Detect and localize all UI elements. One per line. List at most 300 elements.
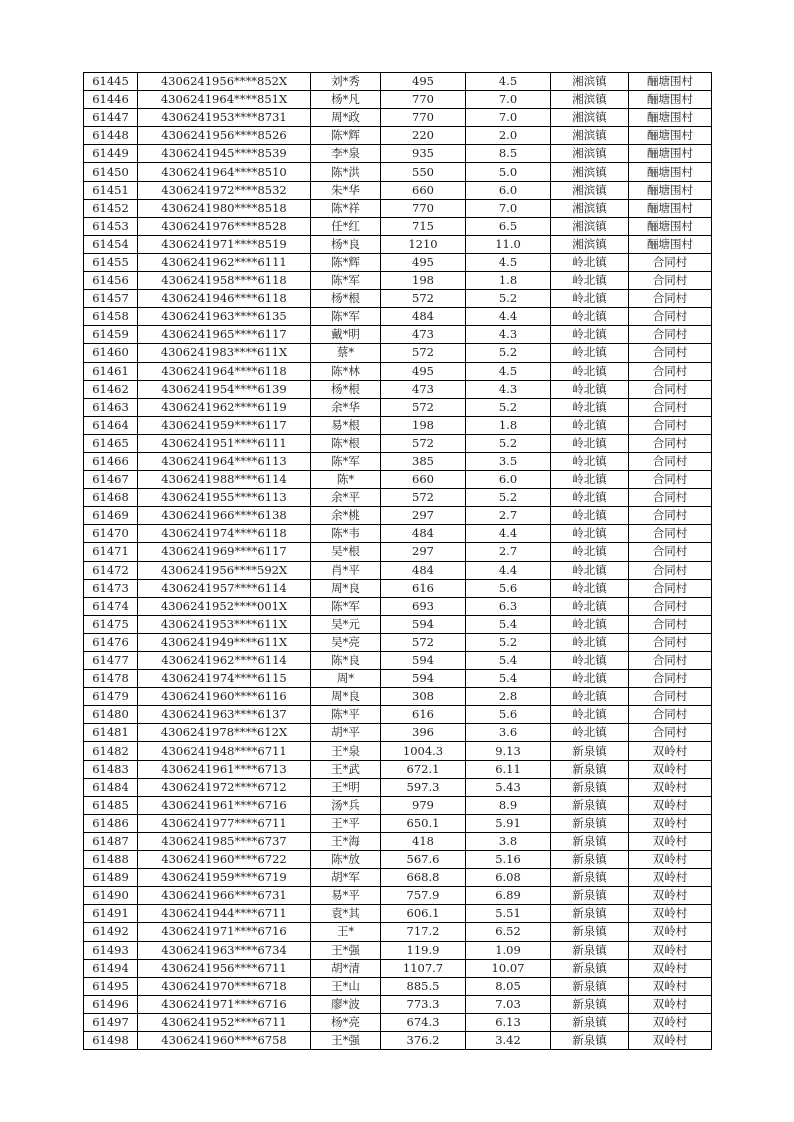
id-number-cell: 4306241966****6138 xyxy=(138,507,311,525)
village-cell: 合同村 xyxy=(629,597,712,615)
town-cell: 岭北镇 xyxy=(551,633,629,651)
amount-cell: 297 xyxy=(381,507,466,525)
village-cell: 双岭村 xyxy=(629,905,712,923)
amount-cell: 572 xyxy=(381,398,466,416)
town-cell: 岭北镇 xyxy=(551,434,629,452)
table-row xyxy=(84,434,712,452)
table-row xyxy=(84,398,712,416)
table-row xyxy=(84,724,712,742)
id-number-cell: 4306241983****611X xyxy=(138,344,311,362)
amount-cell: 308 xyxy=(381,688,466,706)
town-cell: 湘滨镇 xyxy=(551,127,629,145)
serial-cell: 61490 xyxy=(84,887,138,905)
area-cell: 5.2 xyxy=(466,398,551,416)
table-row xyxy=(84,109,712,127)
area-cell: 6.3 xyxy=(466,597,551,615)
table-row xyxy=(84,290,712,308)
table-row xyxy=(84,1031,712,1049)
id-number-cell: 4306241946****6118 xyxy=(138,290,311,308)
town-cell: 岭北镇 xyxy=(551,507,629,525)
village-cell: 合同村 xyxy=(629,688,712,706)
town-cell: 岭北镇 xyxy=(551,416,629,434)
town-cell: 岭北镇 xyxy=(551,543,629,561)
serial-cell: 61457 xyxy=(84,290,138,308)
town-cell: 岭北镇 xyxy=(551,706,629,724)
area-cell: 6.89 xyxy=(466,887,551,905)
town-cell: 新泉镇 xyxy=(551,923,629,941)
amount-cell: 616 xyxy=(381,579,466,597)
name-cell: 肖*平 xyxy=(311,561,381,579)
amount-cell: 672.1 xyxy=(381,760,466,778)
name-cell: 蔡* xyxy=(311,344,381,362)
table-row xyxy=(84,561,712,579)
id-number-cell: 4306241952****6711 xyxy=(138,1013,311,1031)
name-cell: 杨*凡 xyxy=(311,91,381,109)
id-number-cell: 4306241963****6734 xyxy=(138,941,311,959)
name-cell: 陈* xyxy=(311,471,381,489)
name-cell: 王*强 xyxy=(311,941,381,959)
name-cell: 胡*清 xyxy=(311,959,381,977)
id-number-cell: 4306241980****8518 xyxy=(138,199,311,217)
town-cell: 岭北镇 xyxy=(551,688,629,706)
town-cell: 湘滨镇 xyxy=(551,235,629,253)
town-cell: 岭北镇 xyxy=(551,344,629,362)
area-cell: 5.51 xyxy=(466,905,551,923)
town-cell: 湘滨镇 xyxy=(551,145,629,163)
village-cell: 合同村 xyxy=(629,253,712,271)
town-cell: 岭北镇 xyxy=(551,597,629,615)
amount-cell: 1210 xyxy=(381,235,466,253)
serial-cell: 61446 xyxy=(84,91,138,109)
table-row xyxy=(84,652,712,670)
area-cell: 3.8 xyxy=(466,832,551,850)
serial-cell: 61445 xyxy=(84,73,138,91)
amount-cell: 770 xyxy=(381,109,466,127)
village-cell: 合同村 xyxy=(629,398,712,416)
name-cell: 汤*兵 xyxy=(311,796,381,814)
id-number-cell: 4306241963****6137 xyxy=(138,706,311,724)
table-row xyxy=(84,145,712,163)
village-cell: 酾塘围村 xyxy=(629,163,712,181)
amount-cell: 484 xyxy=(381,525,466,543)
area-cell: 4.3 xyxy=(466,380,551,398)
id-number-cell: 4306241962****6114 xyxy=(138,652,311,670)
table-row xyxy=(84,887,712,905)
town-cell: 岭北镇 xyxy=(551,452,629,470)
id-number-cell: 4306241951****6111 xyxy=(138,434,311,452)
serial-cell: 61458 xyxy=(84,308,138,326)
id-number-cell: 4306241964****8510 xyxy=(138,163,311,181)
serial-cell: 61473 xyxy=(84,579,138,597)
id-number-cell: 4306241971****6716 xyxy=(138,923,311,941)
id-number-cell: 4306241964****851X xyxy=(138,91,311,109)
amount-cell: 773.3 xyxy=(381,995,466,1013)
village-cell: 酾塘围村 xyxy=(629,145,712,163)
village-cell: 酾塘围村 xyxy=(629,73,712,91)
area-cell: 5.91 xyxy=(466,814,551,832)
id-number-cell: 4306241965****6117 xyxy=(138,326,311,344)
name-cell: 李*泉 xyxy=(311,145,381,163)
amount-cell: 594 xyxy=(381,670,466,688)
table-row xyxy=(84,235,712,253)
serial-cell: 61483 xyxy=(84,760,138,778)
table-row xyxy=(84,344,712,362)
name-cell: 杨*根 xyxy=(311,290,381,308)
town-cell: 新泉镇 xyxy=(551,796,629,814)
id-number-cell: 4306241961****6713 xyxy=(138,760,311,778)
name-cell: 周* xyxy=(311,670,381,688)
amount-cell: 376.2 xyxy=(381,1031,466,1049)
amount-cell: 198 xyxy=(381,272,466,290)
name-cell: 余*桃 xyxy=(311,507,381,525)
area-cell: 5.2 xyxy=(466,434,551,452)
id-number-cell: 4306241953****8731 xyxy=(138,109,311,127)
id-number-cell: 4306241972****8532 xyxy=(138,181,311,199)
serial-cell: 61450 xyxy=(84,163,138,181)
town-cell: 湘滨镇 xyxy=(551,91,629,109)
id-number-cell: 4306241957****6114 xyxy=(138,579,311,597)
name-cell: 吴*根 xyxy=(311,543,381,561)
area-cell: 6.13 xyxy=(466,1013,551,1031)
village-cell: 合同村 xyxy=(629,380,712,398)
table-row xyxy=(84,217,712,235)
serial-cell: 61478 xyxy=(84,670,138,688)
area-cell: 4.5 xyxy=(466,362,551,380)
serial-cell: 61471 xyxy=(84,543,138,561)
area-cell: 7.0 xyxy=(466,109,551,127)
village-cell: 酾塘围村 xyxy=(629,235,712,253)
village-cell: 双岭村 xyxy=(629,887,712,905)
name-cell: 周*政 xyxy=(311,109,381,127)
name-cell: 王*强 xyxy=(311,1031,381,1049)
serial-cell: 61456 xyxy=(84,272,138,290)
amount-cell: 198 xyxy=(381,416,466,434)
name-cell: 陈*军 xyxy=(311,308,381,326)
serial-cell: 61481 xyxy=(84,724,138,742)
village-cell: 合同村 xyxy=(629,416,712,434)
amount-cell: 495 xyxy=(381,73,466,91)
area-cell: 5.6 xyxy=(466,579,551,597)
area-cell: 8.5 xyxy=(466,145,551,163)
village-cell: 双岭村 xyxy=(629,760,712,778)
serial-cell: 61488 xyxy=(84,851,138,869)
area-cell: 1.8 xyxy=(466,416,551,434)
id-number-cell: 4306241956****592X xyxy=(138,561,311,579)
village-cell: 合同村 xyxy=(629,344,712,362)
serial-cell: 61464 xyxy=(84,416,138,434)
serial-cell: 61489 xyxy=(84,869,138,887)
serial-cell: 61498 xyxy=(84,1031,138,1049)
serial-cell: 61469 xyxy=(84,507,138,525)
amount-cell: 616 xyxy=(381,706,466,724)
area-cell: 7.03 xyxy=(466,995,551,1013)
area-cell: 1.8 xyxy=(466,272,551,290)
id-number-cell: 4306241970****6718 xyxy=(138,977,311,995)
table-row xyxy=(84,706,712,724)
village-cell: 合同村 xyxy=(629,507,712,525)
area-cell: 11.0 xyxy=(466,235,551,253)
amount-cell: 572 xyxy=(381,434,466,452)
town-cell: 岭北镇 xyxy=(551,489,629,507)
name-cell: 余*平 xyxy=(311,489,381,507)
id-number-cell: 4306241963****6135 xyxy=(138,308,311,326)
table-row xyxy=(84,633,712,651)
village-cell: 酾塘围村 xyxy=(629,199,712,217)
table-row xyxy=(84,814,712,832)
name-cell: 戴*明 xyxy=(311,326,381,344)
town-cell: 岭北镇 xyxy=(551,471,629,489)
amount-cell: 473 xyxy=(381,380,466,398)
id-number-cell: 4306241969****6117 xyxy=(138,543,311,561)
area-cell: 5.4 xyxy=(466,670,551,688)
id-number-cell: 4306241960****6722 xyxy=(138,851,311,869)
table-row xyxy=(84,796,712,814)
amount-cell: 220 xyxy=(381,127,466,145)
serial-cell: 61449 xyxy=(84,145,138,163)
town-cell: 新泉镇 xyxy=(551,959,629,977)
serial-cell: 61459 xyxy=(84,326,138,344)
name-cell: 王*山 xyxy=(311,977,381,995)
area-cell: 6.5 xyxy=(466,217,551,235)
name-cell: 陈*军 xyxy=(311,452,381,470)
town-cell: 岭北镇 xyxy=(551,326,629,344)
town-cell: 新泉镇 xyxy=(551,851,629,869)
amount-cell: 757.9 xyxy=(381,887,466,905)
name-cell: 刘*秀 xyxy=(311,73,381,91)
town-cell: 岭北镇 xyxy=(551,652,629,670)
town-cell: 新泉镇 xyxy=(551,905,629,923)
id-number-cell: 4306241959****6117 xyxy=(138,416,311,434)
area-cell: 6.11 xyxy=(466,760,551,778)
name-cell: 王*海 xyxy=(311,832,381,850)
serial-cell: 61477 xyxy=(84,652,138,670)
serial-cell: 61492 xyxy=(84,923,138,941)
name-cell: 杨*亮 xyxy=(311,1013,381,1031)
serial-cell: 61485 xyxy=(84,796,138,814)
id-number-cell: 4306241954****6139 xyxy=(138,380,311,398)
id-number-cell: 4306241962****6111 xyxy=(138,253,311,271)
amount-cell: 594 xyxy=(381,652,466,670)
table-row xyxy=(84,905,712,923)
id-number-cell: 4306241988****6114 xyxy=(138,471,311,489)
table-row xyxy=(84,272,712,290)
village-cell: 合同村 xyxy=(629,471,712,489)
name-cell: 陈*辉 xyxy=(311,253,381,271)
serial-cell: 61455 xyxy=(84,253,138,271)
town-cell: 岭北镇 xyxy=(551,670,629,688)
table-body xyxy=(84,73,712,1050)
serial-cell: 61472 xyxy=(84,561,138,579)
name-cell: 余*华 xyxy=(311,398,381,416)
serial-cell: 61497 xyxy=(84,1013,138,1031)
area-cell: 1.09 xyxy=(466,941,551,959)
village-cell: 双岭村 xyxy=(629,959,712,977)
serial-cell: 61493 xyxy=(84,941,138,959)
id-number-cell: 4306241944****6711 xyxy=(138,905,311,923)
area-cell: 4.5 xyxy=(466,73,551,91)
area-cell: 3.6 xyxy=(466,724,551,742)
amount-cell: 495 xyxy=(381,362,466,380)
village-cell: 酾塘围村 xyxy=(629,217,712,235)
area-cell: 3.42 xyxy=(466,1031,551,1049)
town-cell: 岭北镇 xyxy=(551,724,629,742)
area-cell: 5.0 xyxy=(466,163,551,181)
area-cell: 2.8 xyxy=(466,688,551,706)
table-row xyxy=(84,832,712,850)
town-cell: 新泉镇 xyxy=(551,869,629,887)
area-cell: 5.2 xyxy=(466,633,551,651)
town-cell: 湘滨镇 xyxy=(551,73,629,91)
village-cell: 酾塘围村 xyxy=(629,127,712,145)
id-number-cell: 4306241971****8519 xyxy=(138,235,311,253)
table-row xyxy=(84,959,712,977)
name-cell: 王*武 xyxy=(311,760,381,778)
id-number-cell: 4306241978****612X xyxy=(138,724,311,742)
table-row xyxy=(84,615,712,633)
serial-cell: 61465 xyxy=(84,434,138,452)
table-row xyxy=(84,362,712,380)
village-cell: 合同村 xyxy=(629,670,712,688)
id-number-cell: 4306241976****8528 xyxy=(138,217,311,235)
table-row xyxy=(84,941,712,959)
village-cell: 双岭村 xyxy=(629,832,712,850)
serial-cell: 61454 xyxy=(84,235,138,253)
name-cell: 陈*平 xyxy=(311,706,381,724)
id-number-cell: 4306241974****6115 xyxy=(138,670,311,688)
records-table xyxy=(83,72,712,1050)
id-number-cell: 4306241971****6716 xyxy=(138,995,311,1013)
town-cell: 新泉镇 xyxy=(551,742,629,760)
table-row xyxy=(84,543,712,561)
amount-cell: 1107.7 xyxy=(381,959,466,977)
name-cell: 陈*军 xyxy=(311,272,381,290)
id-number-cell: 4306241945****8539 xyxy=(138,145,311,163)
village-cell: 合同村 xyxy=(629,706,712,724)
town-cell: 湘滨镇 xyxy=(551,109,629,127)
serial-cell: 61468 xyxy=(84,489,138,507)
area-cell: 5.2 xyxy=(466,344,551,362)
amount-cell: 473 xyxy=(381,326,466,344)
table-row xyxy=(84,253,712,271)
town-cell: 新泉镇 xyxy=(551,778,629,796)
area-cell: 5.4 xyxy=(466,652,551,670)
village-cell: 双岭村 xyxy=(629,851,712,869)
area-cell: 6.0 xyxy=(466,181,551,199)
area-cell: 2.7 xyxy=(466,507,551,525)
area-cell: 5.6 xyxy=(466,706,551,724)
name-cell: 胡*平 xyxy=(311,724,381,742)
village-cell: 双岭村 xyxy=(629,742,712,760)
town-cell: 岭北镇 xyxy=(551,272,629,290)
table-row xyxy=(84,73,712,91)
serial-cell: 61484 xyxy=(84,778,138,796)
area-cell: 6.0 xyxy=(466,471,551,489)
village-cell: 合同村 xyxy=(629,272,712,290)
area-cell: 5.43 xyxy=(466,778,551,796)
amount-cell: 660 xyxy=(381,471,466,489)
serial-cell: 61486 xyxy=(84,814,138,832)
serial-cell: 61476 xyxy=(84,633,138,651)
village-cell: 合同村 xyxy=(629,434,712,452)
table-row xyxy=(84,869,712,887)
serial-cell: 61453 xyxy=(84,217,138,235)
name-cell: 袁*其 xyxy=(311,905,381,923)
village-cell: 酾塘围村 xyxy=(629,91,712,109)
table-row xyxy=(84,778,712,796)
amount-cell: 567.6 xyxy=(381,851,466,869)
town-cell: 岭北镇 xyxy=(551,380,629,398)
table-row xyxy=(84,923,712,941)
area-cell: 4.4 xyxy=(466,308,551,326)
name-cell: 王* xyxy=(311,923,381,941)
serial-cell: 61463 xyxy=(84,398,138,416)
area-cell: 9.13 xyxy=(466,742,551,760)
town-cell: 岭北镇 xyxy=(551,561,629,579)
village-cell: 合同村 xyxy=(629,489,712,507)
id-number-cell: 4306241948****6711 xyxy=(138,742,311,760)
village-cell: 合同村 xyxy=(629,615,712,633)
village-cell: 合同村 xyxy=(629,579,712,597)
serial-cell: 61460 xyxy=(84,344,138,362)
area-cell: 6.08 xyxy=(466,869,551,887)
name-cell: 杨*良 xyxy=(311,235,381,253)
table-row xyxy=(84,977,712,995)
area-cell: 4.5 xyxy=(466,253,551,271)
name-cell: 陈*洪 xyxy=(311,163,381,181)
serial-cell: 61467 xyxy=(84,471,138,489)
name-cell: 杨*根 xyxy=(311,380,381,398)
amount-cell: 770 xyxy=(381,91,466,109)
amount-cell: 495 xyxy=(381,253,466,271)
town-cell: 岭北镇 xyxy=(551,308,629,326)
name-cell: 易*平 xyxy=(311,887,381,905)
name-cell: 周*良 xyxy=(311,579,381,597)
amount-cell: 572 xyxy=(381,489,466,507)
town-cell: 湘滨镇 xyxy=(551,163,629,181)
serial-cell: 61496 xyxy=(84,995,138,1013)
amount-cell: 668.8 xyxy=(381,869,466,887)
town-cell: 岭北镇 xyxy=(551,253,629,271)
name-cell: 胡*军 xyxy=(311,869,381,887)
village-cell: 合同村 xyxy=(629,362,712,380)
amount-cell: 484 xyxy=(381,308,466,326)
village-cell: 合同村 xyxy=(629,561,712,579)
id-number-cell: 4306241956****6711 xyxy=(138,959,311,977)
table-row xyxy=(84,163,712,181)
amount-cell: 606.1 xyxy=(381,905,466,923)
serial-cell: 61491 xyxy=(84,905,138,923)
village-cell: 合同村 xyxy=(629,308,712,326)
serial-cell: 61479 xyxy=(84,688,138,706)
id-number-cell: 4306241974****6118 xyxy=(138,525,311,543)
area-cell: 7.0 xyxy=(466,199,551,217)
table-row xyxy=(84,181,712,199)
amount-cell: 935 xyxy=(381,145,466,163)
table-row xyxy=(84,597,712,615)
name-cell: 王*明 xyxy=(311,778,381,796)
amount-cell: 597.3 xyxy=(381,778,466,796)
id-number-cell: 4306241960****6758 xyxy=(138,1031,311,1049)
id-number-cell: 4306241959****6719 xyxy=(138,869,311,887)
area-cell: 4.4 xyxy=(466,525,551,543)
town-cell: 岭北镇 xyxy=(551,579,629,597)
table-row xyxy=(84,326,712,344)
village-cell: 合同村 xyxy=(629,633,712,651)
serial-cell: 61448 xyxy=(84,127,138,145)
amount-cell: 650.1 xyxy=(381,814,466,832)
amount-cell: 550 xyxy=(381,163,466,181)
name-cell: 陈*放 xyxy=(311,851,381,869)
